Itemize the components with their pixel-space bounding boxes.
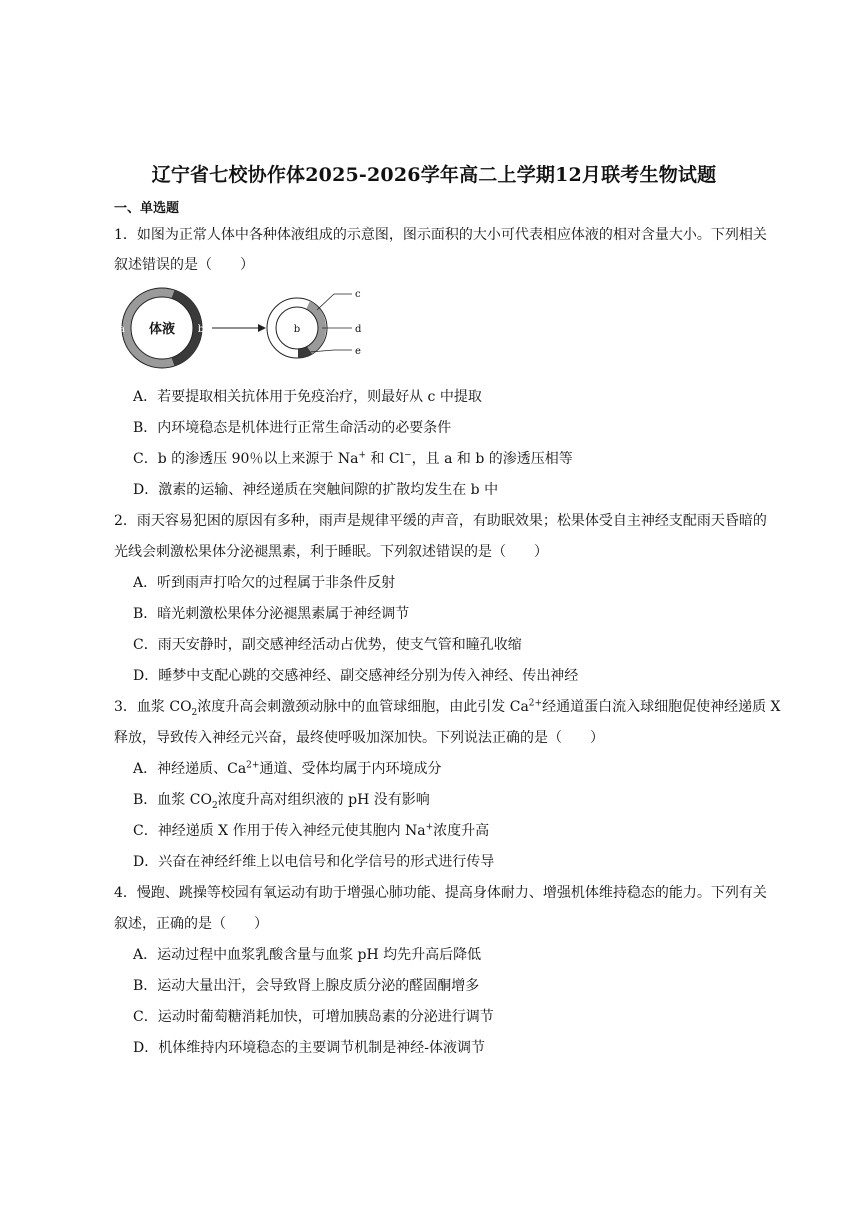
q1-c-text1: C．b 的渗透压 90％以上来源于 Na: [133, 451, 359, 467]
section-heading: 一、单选题: [114, 201, 180, 216]
label-d: d: [355, 324, 362, 335]
page-title: 辽宁省七校协作体2025-2026学年高二上学期12月联考生物试题: [151, 164, 717, 186]
q1-c-sup2: −: [404, 450, 412, 461]
center-label: 体液: [148, 322, 176, 337]
q2-option-d: D．睡梦中支配心跳的交感神经、副交感神经分别为传入神经、传出神经: [133, 668, 579, 684]
label-a: a: [119, 324, 125, 335]
q3-c-sup: +: [425, 822, 434, 833]
q1-option-a: A．若要提取相关抗体用于免疫治疗，则最好从 c 中提取: [133, 389, 482, 405]
q2-option-c: C．雨天安静时，副交感神经活动占优势，使支气管和瞳孔收缩: [133, 637, 522, 653]
q4-stem-line1: 4．慢跑、跳操等校园有氧运动有助于增强心肺功能、提高身体耐力、增强机体维持稳态的能力。下列有关: [114, 885, 767, 901]
q1-c-text3: ，且 a 和 b 的渗透压相等: [411, 451, 573, 467]
q3-l1-sup: 2+: [528, 698, 543, 709]
q3-stem-line2: 释放，导致传入神经元兴奋，最终使呼吸加深加快。下列说法正确的是（ ）: [114, 730, 604, 746]
q1-option-b: B．内环境稳态是机体进行正常生命活动的必要条件: [133, 420, 452, 436]
q1-c-sup1: +: [358, 450, 366, 461]
q3-b-text1: B．血浆 CO: [133, 792, 212, 808]
q1-stem-line2: 叙述错误的是（ ）: [114, 257, 254, 273]
q3-c-text1: C．神经递质 X 作用于传入神经元使其胞内 Na: [133, 823, 426, 839]
q4-stem-line2: 叙述，正确的是（ ）: [114, 916, 268, 932]
leader-c: [317, 294, 352, 310]
q4-option-b: B．运动大量出汗，会导致肾上腺皮质分泌的醛固酮增多: [133, 978, 480, 994]
q2-option-a: A．听到雨声打哈欠的过程属于非条件反射: [133, 575, 396, 591]
arrow-head-icon: [258, 324, 266, 332]
label-e: e: [355, 346, 361, 357]
q3-option-c: [133, 820, 489, 840]
q3-l1-text1: 3．血浆 CO: [114, 699, 192, 715]
q3-b-text2: 浓度升高对组织液的 pH 没有影响: [217, 792, 430, 808]
label-inner-b: b: [293, 324, 301, 335]
q3-l1-sub: 2: [191, 707, 198, 718]
q1-option-d: D．激素的运输、神经递质在突触间隙的扩散均发生在 b 中: [133, 482, 499, 498]
q3-c-text2: 浓度升高: [433, 823, 490, 839]
q2-stem-line2: 光线会刺激松果体分泌褪黑素，利于睡眠。下列叙述错误的是（ ）: [114, 544, 548, 560]
q4-option-a: A．运动过程中血浆乳酸含量与血浆 pH 均先升高后降低: [133, 947, 482, 963]
q3-option-a: [133, 758, 441, 778]
q1-option-c: [133, 448, 573, 468]
q3-stem-line1: [114, 696, 781, 716]
body-fluid-diagram: [112, 280, 372, 380]
q3-option-b: [133, 789, 430, 809]
q3-l1-text2: 浓度升高会刺激颈动脉中的血管球细胞，由此引发 Ca: [197, 699, 529, 715]
q1-c-text2: 和 Cl: [365, 451, 405, 467]
q3-l1-text3: 经通道蛋白流入球细胞促使神经递质 X: [542, 699, 781, 715]
q1-stem-line1: 1．如图为正常人体中各种体液组成的示意图，图示面积的大小可代表相应体液的相对含量大小。下列相关: [114, 227, 767, 243]
q3-a-sup: 2+: [246, 760, 260, 771]
q3-b-sub: 2: [211, 800, 218, 811]
label-c: c: [355, 289, 361, 300]
q3-a-text2: 通道、受体均属于内环境成分: [259, 761, 442, 777]
q4-option-d: D．机体维持内环境稳态的主要调节机制是神经-体液调节: [133, 1040, 485, 1056]
q3-option-d: D．兴奋在神经纤维上以电信号和化学信号的形式进行传导: [133, 854, 495, 870]
q3-a-text1: A．神经递质、Ca: [133, 761, 247, 777]
q4-option-c: C．运动时葡萄糖消耗加快，可增加胰岛素的分泌进行调节: [133, 1009, 494, 1025]
label-b: b: [197, 324, 205, 335]
q2-stem-line1: 2．雨天容易犯困的原因有多种，雨声是规律平缓的声音，有助眠效果；松果体受自主神经支配雨天昏暗的: [114, 513, 767, 529]
q2-option-b: B．暗光刺激松果体分泌褪黑素属于神经调节: [133, 606, 410, 622]
